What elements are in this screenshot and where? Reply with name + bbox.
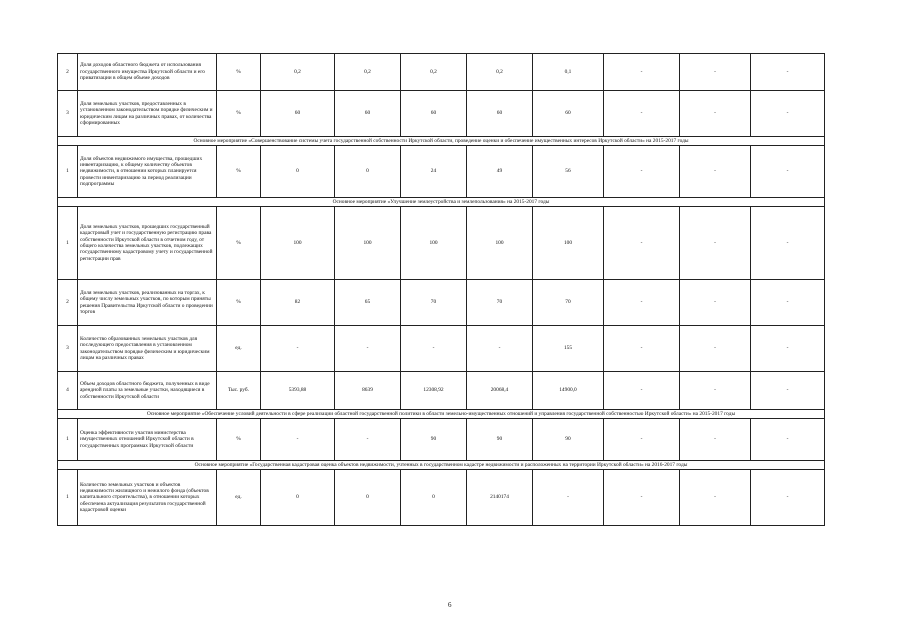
value-cell: 70 bbox=[401, 280, 467, 326]
value-cell: - bbox=[261, 326, 335, 372]
value-cell: 14900,0 bbox=[533, 372, 604, 410]
section-header-row bbox=[58, 137, 825, 146]
value-cell: 60 bbox=[261, 91, 335, 137]
value-cell: - bbox=[401, 326, 467, 372]
value-cell: 0 bbox=[261, 470, 335, 526]
unit-cell: % bbox=[217, 280, 261, 326]
value-cell: 60 bbox=[401, 91, 467, 137]
value-cell: - bbox=[335, 419, 401, 461]
value-cell: 60 bbox=[335, 91, 401, 137]
indicator-row bbox=[58, 372, 825, 410]
value-cell: - bbox=[751, 91, 825, 137]
value-cell: - bbox=[751, 54, 825, 91]
indicator-name: Оценка эффективности участия министерства имущественных отношений Иркутской области в государственных программах Иркутской области bbox=[78, 419, 217, 461]
value-cell: - bbox=[604, 419, 680, 461]
section-title: Основное мероприятие «Обеспечение условий деятельности в сфере реализации областной государственной политики в области земельно-имущественных отношений и управления государственной собственностью Иркутской области» на 2015-2017 годы bbox=[58, 410, 825, 419]
value-cell: 90 bbox=[533, 419, 604, 461]
row-number: 1 bbox=[58, 207, 78, 280]
value-cell: 2140174 bbox=[467, 470, 533, 526]
value-cell: 100 bbox=[335, 207, 401, 280]
value-cell: 90 bbox=[467, 419, 533, 461]
value-cell: - bbox=[680, 280, 751, 326]
value-cell: 0 bbox=[261, 146, 335, 198]
value-cell: 0 bbox=[401, 470, 467, 526]
value-cell: - bbox=[680, 91, 751, 137]
value-cell: - bbox=[751, 419, 825, 461]
value-cell: - bbox=[467, 326, 533, 372]
unit-cell: % bbox=[217, 419, 261, 461]
table-body bbox=[58, 54, 825, 526]
value-cell: - bbox=[604, 207, 680, 280]
value-cell: 0,1 bbox=[533, 54, 604, 91]
value-cell: 0,2 bbox=[261, 54, 335, 91]
row-number: 2 bbox=[58, 54, 78, 91]
indicator-name: Объем доходов областного бюджета, полученных в виде арендной платы за земельные участки, находящиеся в собственности Иркутской области bbox=[78, 372, 217, 410]
value-cell: 90 bbox=[401, 419, 467, 461]
unit-cell: ед. bbox=[217, 470, 261, 526]
indicator-row bbox=[58, 419, 825, 461]
value-cell: 0 bbox=[335, 146, 401, 198]
value-cell: - bbox=[751, 326, 825, 372]
value-cell: 12308,92 bbox=[401, 372, 467, 410]
indicator-row bbox=[58, 91, 825, 137]
row-number: 1 bbox=[58, 419, 78, 461]
value-cell: 70 bbox=[533, 280, 604, 326]
section-title: Основное мероприятие «Улучшение землеустройства и землепользования» на 2015-2017 годы bbox=[58, 198, 825, 207]
value-cell: 70 bbox=[467, 280, 533, 326]
section-header-row bbox=[58, 461, 825, 470]
value-cell: 5393,88 bbox=[261, 372, 335, 410]
indicator-name: Доля земельных участков, реализованных на торгах, к общему числу земельных участков, по которым приняты решения Правительства Иркутской области о проведении торгов bbox=[78, 280, 217, 326]
value-cell: - bbox=[680, 54, 751, 91]
value-cell: 0 bbox=[335, 470, 401, 526]
value-cell: - bbox=[680, 146, 751, 198]
value-cell: - bbox=[604, 372, 680, 410]
value-cell: - bbox=[751, 372, 825, 410]
indicator-row bbox=[58, 54, 825, 91]
value-cell: 60 bbox=[533, 91, 604, 137]
value-cell: - bbox=[751, 470, 825, 526]
value-cell: 0,2 bbox=[401, 54, 467, 91]
value-cell: - bbox=[680, 419, 751, 461]
value-cell: - bbox=[533, 470, 604, 526]
value-cell: 20068,4 bbox=[467, 372, 533, 410]
value-cell: - bbox=[604, 326, 680, 372]
unit-cell: % bbox=[217, 91, 261, 137]
value-cell: 100 bbox=[261, 207, 335, 280]
value-cell: 0,2 bbox=[467, 54, 533, 91]
indicator-name: Доля земельных участков, предоставленных в установленном законодательством порядке физическим и юридическим лицам на различных правах, от количества сформированных bbox=[78, 91, 217, 137]
value-cell: - bbox=[680, 326, 751, 372]
row-number: 3 bbox=[58, 91, 78, 137]
row-number: 1 bbox=[58, 470, 78, 526]
indicator-row bbox=[58, 146, 825, 198]
value-cell: 60 bbox=[467, 91, 533, 137]
value-cell: - bbox=[751, 280, 825, 326]
value-cell: 65 bbox=[335, 280, 401, 326]
value-cell: - bbox=[604, 280, 680, 326]
value-cell: - bbox=[604, 91, 680, 137]
section-title: Основное мероприятие «Совершенствование системы учета государственной собственности Иркутской области, проведение оценки и обеспечение имущественных интересов Иркутской области» на 2015-2017 годы bbox=[58, 137, 825, 146]
section-title: Основное мероприятие «Государственная кадастровая оценка объектов недвижимости, учтенных в государственном кадастре недвижимости и расположенных на территории Иркутской области» на 2016-2017 годы bbox=[58, 461, 825, 470]
page-number: 6 bbox=[448, 601, 452, 609]
indicator-row bbox=[58, 280, 825, 326]
unit-cell: % bbox=[217, 54, 261, 91]
indicator-name: Доля земельных участков, прошедших государственный кадастровый учет и государственную регистрацию права собственности Иркутской области в отчетном году, от общего количества земельных участков, подлежащих государственному кадастровому учету и государственной регистрации прав bbox=[78, 207, 217, 280]
value-cell: - bbox=[680, 207, 751, 280]
row-number: 3 bbox=[58, 326, 78, 372]
value-cell: 56 bbox=[533, 146, 604, 198]
indicators-table bbox=[57, 53, 825, 526]
indicator-name: Доля доходов областного бюджета от использования государственного имущества Иркутской области и его приватизации в общем объеме доходов bbox=[78, 54, 217, 91]
value-cell: 82 bbox=[261, 280, 335, 326]
value-cell: 8639 bbox=[335, 372, 401, 410]
unit-cell: Тыс. руб. bbox=[217, 372, 261, 410]
section-header-row bbox=[58, 410, 825, 419]
unit-cell: ед. bbox=[217, 326, 261, 372]
unit-cell: % bbox=[217, 146, 261, 198]
unit-cell: % bbox=[217, 207, 261, 280]
value-cell: - bbox=[335, 326, 401, 372]
value-cell: - bbox=[261, 419, 335, 461]
value-cell: 100 bbox=[401, 207, 467, 280]
value-cell: - bbox=[604, 146, 680, 198]
value-cell: 100 bbox=[467, 207, 533, 280]
indicator-name: Количество образованных земельных участков для последующего предоставления в установленном законодательством порядке физическим и юридическим лицам на различных правах bbox=[78, 326, 217, 372]
indicator-name: Доля объектов недвижимого имущества, прошедших инвентаризацию, к общему количеству объектов недвижимости, в отношении которых планируется провести инвентаризацию за период реализации подпрограммы bbox=[78, 146, 217, 198]
value-cell: 100 bbox=[533, 207, 604, 280]
row-number: 1 bbox=[58, 146, 78, 198]
indicator-row bbox=[58, 326, 825, 372]
row-number: 2 bbox=[58, 280, 78, 326]
value-cell: 0,2 bbox=[335, 54, 401, 91]
indicator-row bbox=[58, 207, 825, 280]
value-cell: 24 bbox=[401, 146, 467, 198]
indicator-name: Количество земельных участков и объектов недвижимости жилищного и нежилого фонда (объектов капитального строительства), в отношении которых обеспечена актуализация результатов государственной кадастровой оценки bbox=[78, 470, 217, 526]
value-cell: - bbox=[604, 54, 680, 91]
value-cell: - bbox=[604, 470, 680, 526]
section-header-row bbox=[58, 198, 825, 207]
value-cell: 155 bbox=[533, 326, 604, 372]
value-cell: - bbox=[680, 372, 751, 410]
value-cell: - bbox=[751, 146, 825, 198]
value-cell: - bbox=[751, 207, 825, 280]
value-cell: - bbox=[680, 470, 751, 526]
row-number: 4 bbox=[58, 372, 78, 410]
value-cell: 49 bbox=[467, 146, 533, 198]
indicator-row bbox=[58, 470, 825, 526]
